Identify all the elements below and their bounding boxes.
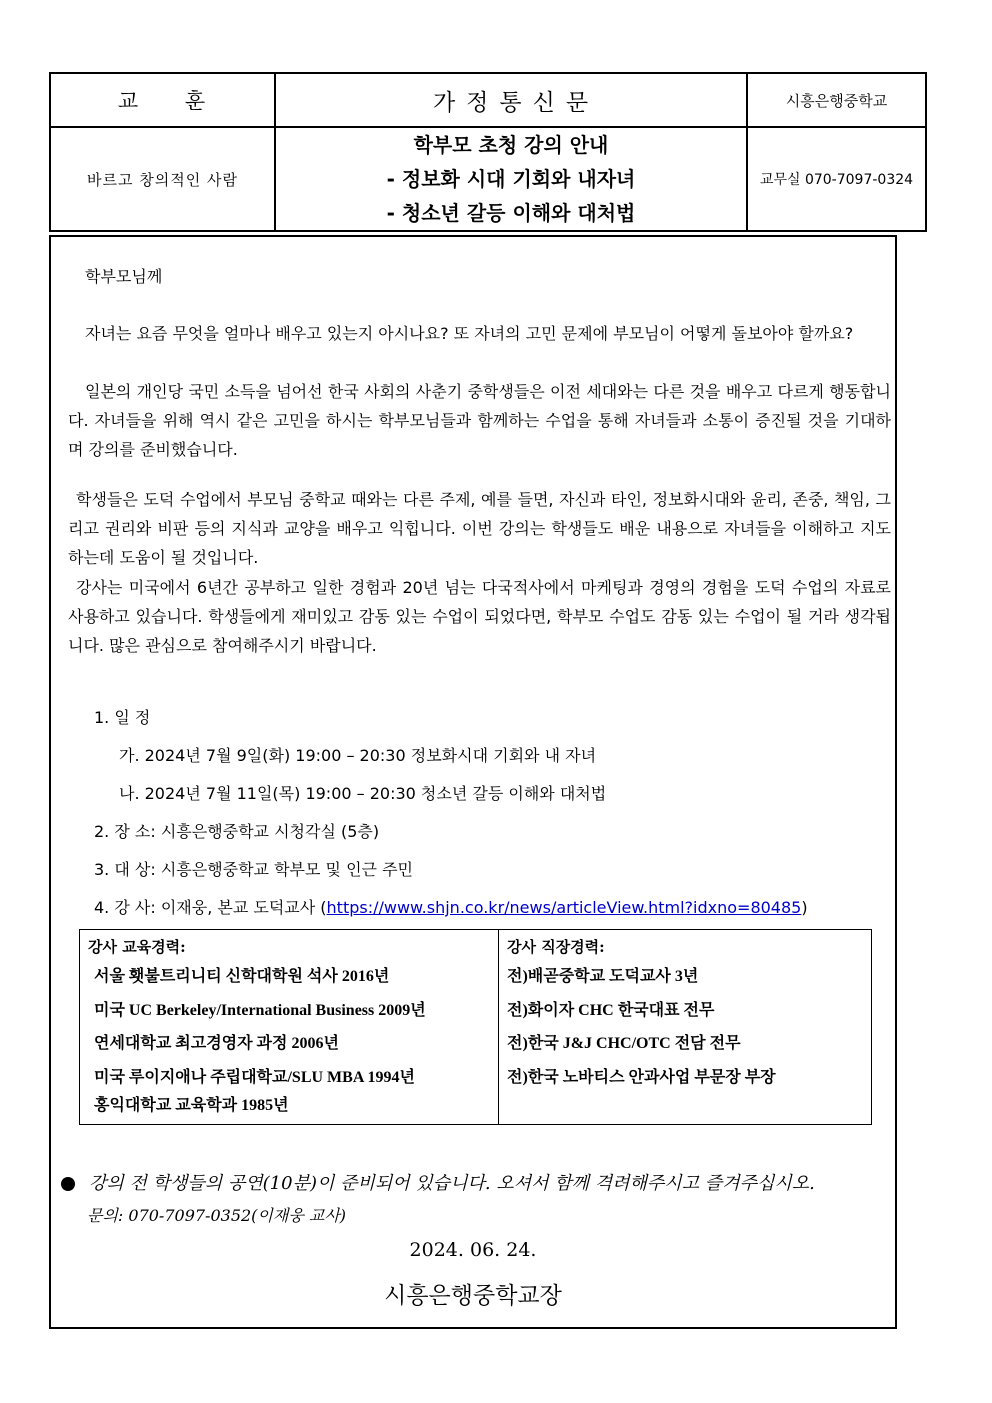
office-phone: 교무실 070-7097-0324 (747, 127, 926, 231)
motto-heading: 교 훈 (50, 73, 275, 127)
career-heading: 강사 직장경력: (507, 938, 605, 956)
schedule-place: 2. 장 소: 시흥은행중학교 시청각실 (5층) (94, 822, 380, 841)
issue-date: 2024. 06. 24. (409, 1239, 537, 1261)
education-column (80, 930, 499, 1125)
lecturer-cv-table (79, 929, 872, 1125)
career-item: 전)배곧중학교 도덕교사 3년 (507, 968, 699, 985)
paper-title: 가정통신문 (275, 73, 747, 127)
paragraph-3: 학생들은 도덕 수업에서 부모님 중학교 때와는 다른 주제, 예를 들면, 자신과 타인, 정보화시대와 윤리, 존중, 책임, 그리고 권리와 비판 등의 지식과 교양을 배우고 익힙니다. 이번 강의는 학생들도 배운 내용으로 자녀들을 이해하고 지도하는데 도움이 될 것입니다. (68, 490, 891, 567)
career-item: 전)화이자 CHC 한국대표 전무 (507, 1001, 715, 1019)
education-item: 미국 UC Berkeley/International Business 2009년 (94, 1001, 426, 1019)
paragraph-2: 일본의 개인당 국민 소득을 넘어선 한국 사회의 사춘기 중학생들은 이전 세대와는 다른 것을 배우고 다르게 행동합니다. 자녀들을 위해 역시 같은 고민을 하시는 학부모님들과 함께하는 수업을 통해 자녀들과 소통이 증진될 것을 기대하며 강의를 준비했습니다. (68, 382, 891, 459)
schedule-heading: 1. 일 정 (94, 708, 151, 727)
paragraph-1: 자녀는 요즘 무엇을 얼마나 배우고 있는지 아시나요? 또 자녀의 고민 문제에 부모님이 어떻게 돌보아야 할까요? (85, 324, 854, 343)
notice-title: 학부모 초청 강의 안내 (413, 133, 609, 157)
schedule-lecturer (94, 895, 808, 918)
school-name: 시흥은행중학교 (747, 73, 926, 127)
lecturer-text: 4. 강 사: 이재웅, 본교 도덕교사 ( (94, 898, 327, 917)
performance-note (61, 1169, 815, 1195)
notice-title-cell (275, 127, 747, 231)
career-column (499, 930, 872, 1125)
education-item: 연세대학교 최고경영자 과정 2006년 (94, 1035, 339, 1052)
paragraph-4: 강사는 미국에서 6년간 공부하고 일한 경험과 20년 넘는 다국적사에서 마케팅과 경영의 경험을 도덕 수업의 자료로 사용하고 있습니다. 학생들에게 재미있고 감동 있는 수업이 되었다면, 학부모 수업도 감동 있는 수업이 될 거라 생각됩니다. 많은 관심으로 참여해주시기 바랍니다. (68, 578, 891, 655)
education-item: 서울 횃불트리니티 신학대학원 석사 2016년 (94, 968, 390, 985)
notice-subtitle-2: - 청소년 갈등 이해와 대처법 (386, 201, 636, 225)
notice-subtitle-1: - 정보화 시대 기회와 내자녀 (386, 167, 636, 191)
principal-signature: 시흥은행중학교장 (384, 1283, 562, 1309)
lecturer-text-end: ) (801, 898, 808, 917)
career-item: 전)한국 J&J CHC/OTC 전담 전무 (507, 1035, 741, 1052)
schedule-session-1: 가. 2024년 7월 9일(화) 19:00 – 20:30 정보화시대 기회와 내 자녀 (119, 746, 597, 765)
education-item: 홍익대학교 교육학과 1985년 (94, 1097, 289, 1114)
bullet-icon (61, 1177, 75, 1191)
career-item: 전)한국 노바티스 안과사업 부문장 부장 (507, 1068, 776, 1086)
performance-note-text: 강의 전 학생들의 공연(10분)이 준비되어 있습니다. 오셔서 함께 격려해주시고 즐겨주십시오. (89, 1173, 815, 1194)
contact-info: 문의: 070-7097-0352(이재웅 교사) (87, 1206, 347, 1225)
header-table (49, 72, 927, 232)
schedule-audience: 3. 대 상: 시흥은행중학교 학부모 및 인근 주민 (94, 860, 414, 879)
education-heading: 강사 교육경력: (88, 938, 186, 956)
schedule-session-2: 나. 2024년 7월 11일(목) 19:00 – 20:30 청소년 갈등 이해와 대처법 (119, 784, 607, 803)
greeting: 학부모님께 (85, 267, 163, 286)
letter-body (49, 235, 897, 1329)
education-item: 미국 루이지애나 주립대학교/SLU MBA 1994년 (94, 1068, 415, 1086)
lecturer-article-link[interactable]: https://www.shjn.co.kr/news/articleView.html?idxno=80485 (326, 898, 802, 917)
school-motto: 바르고 창의적인 사람 (50, 127, 275, 231)
